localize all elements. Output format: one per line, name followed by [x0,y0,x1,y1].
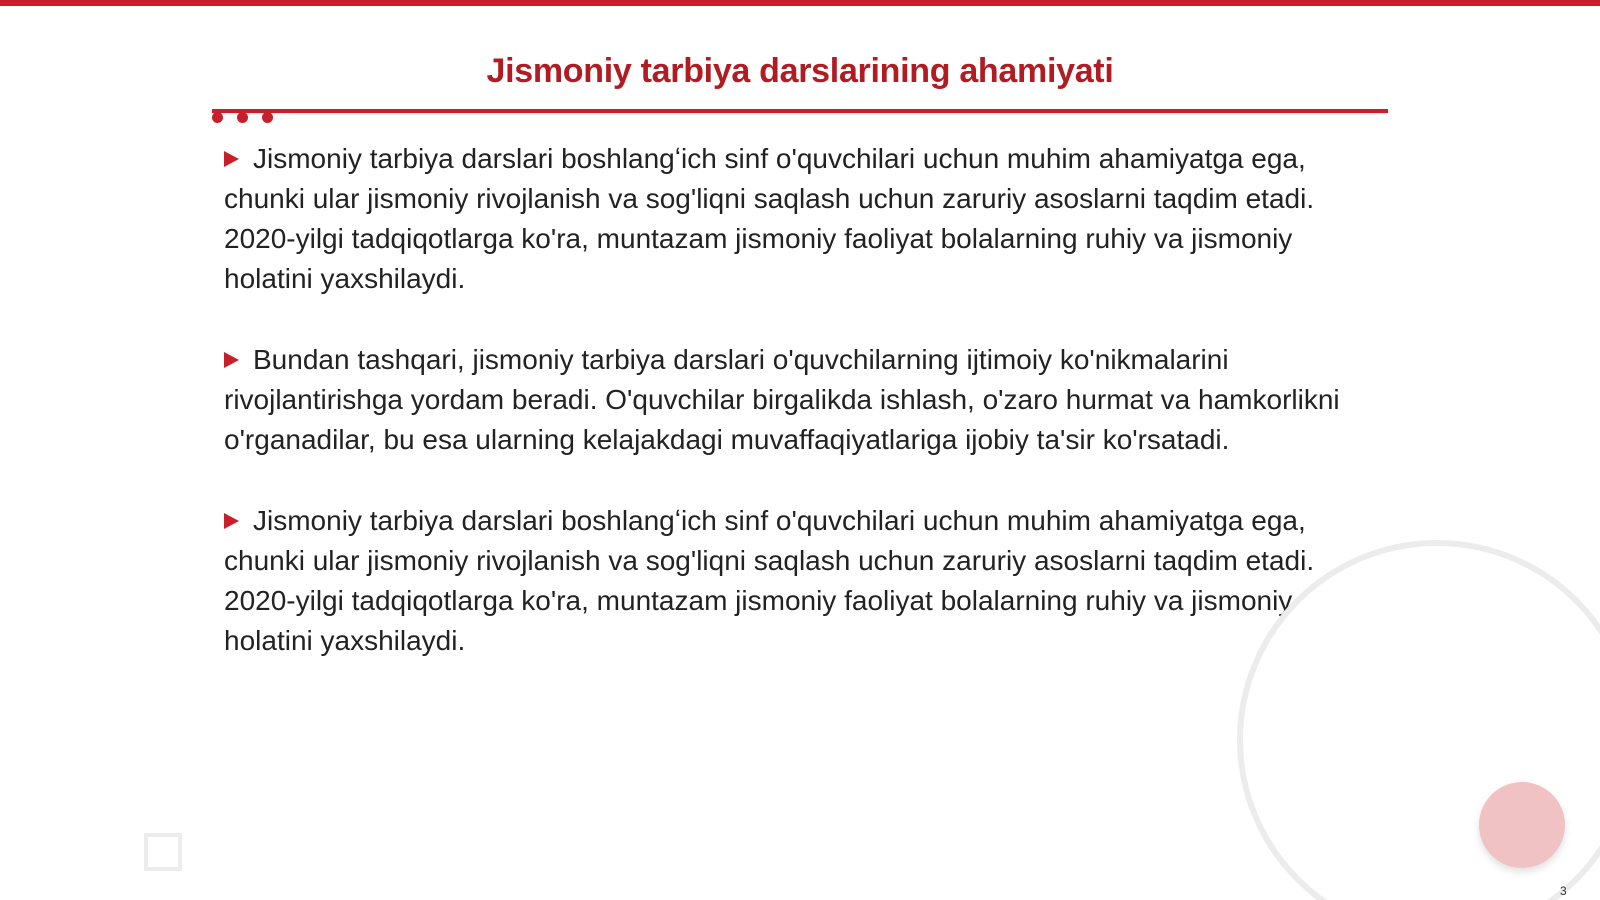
top-accent-bar [0,0,1600,6]
decorative-pink-circle [1479,782,1565,868]
slide-title: Jismoniy tarbiya darslarining ahamiyati [486,52,1114,90]
bullet-paragraph [224,340,1369,460]
slide-content [224,139,1369,702]
triangle-bullet-icon [224,151,239,167]
decor-dot [237,112,248,123]
decor-dot [262,112,273,123]
triangle-bullet-icon [224,513,239,529]
decorative-square [144,833,182,871]
decor-dot [212,112,223,123]
bullet-text: Jismoniy tarbiya darslari boshlangʻich sinf o'quvchilari uchun muhim ahamiyatga ega, chunki ular jismoniy rivojlanish va sog'liqni saqlash uchun zaruriy asoslarni taqdim etadi. 2020-yilgi tadqiqotlarga ko'ra, muntazam jismoniy faoliyat bolalarning ruhiy va jismoniy holatini yaxshilaydi. [224,143,1315,294]
page-number: 3 [1560,884,1567,898]
bullet-paragraph [224,501,1369,661]
bullet-paragraph [224,139,1369,299]
title-dots-decoration [212,112,282,124]
bullet-text: Jismoniy tarbiya darslari boshlangʻich sinf o'quvchilari uchun muhim ahamiyatga ega, chunki ular jismoniy rivojlanish va sog'liqni saqlash uchun zaruriy asoslarni taqdim etadi. 2020-yilgi tadqiqotlarga ko'ra, muntazam jismoniy faoliyat bolalarning ruhiy va jismoniy holatini yaxshilaydi. [224,505,1315,656]
title-underline [212,109,1388,113]
bullet-text: Bundan tashqari, jismoniy tarbiya darslari o'quvchilarning ijtimoiy ko'nikmalarini rivojlantirishga yordam beradi. O'quvchilar birgalikda ishlash, o'zaro hurmat va hamkorlikni o'rganadilar, bu esa ularning kelajakdagi muvaffaqiyatlariga ijobiy ta'sir ko'rsatadi. [224,344,1340,455]
triangle-bullet-icon [224,352,239,368]
